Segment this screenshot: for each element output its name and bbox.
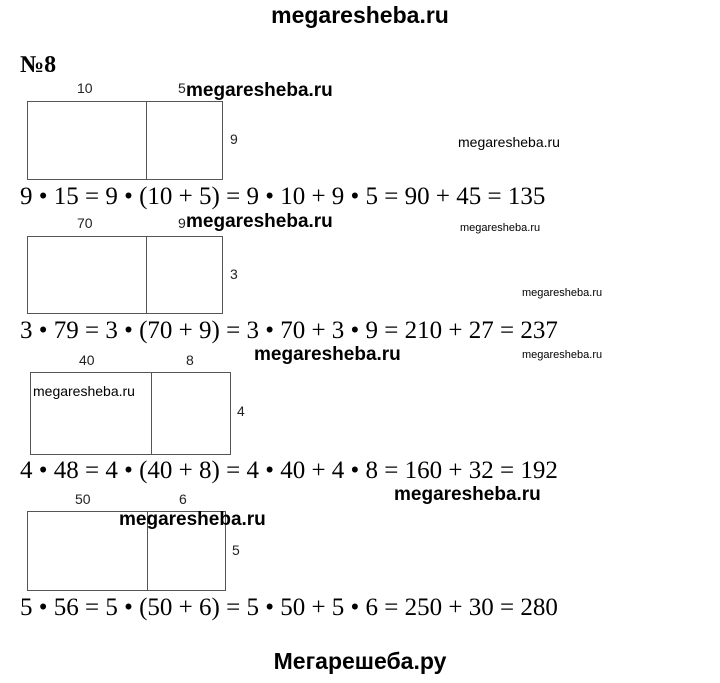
watermark: megaresheba.ru (458, 134, 560, 150)
area-rectangle (27, 101, 223, 180)
width-label-right: 9 (178, 215, 186, 231)
height-label: 4 (237, 403, 245, 419)
equation: 9 • 15 = 9 • (10 + 5) = 9 • 10 + 9 • 5 = 90 + 45 = 135 (20, 183, 546, 210)
area-rectangle (27, 236, 223, 314)
width-label-left: 70 (77, 215, 93, 231)
equation: 4 • 48 = 4 • (40 + 8) = 4 • 40 + 4 • 8 = 160 + 32 = 192 (20, 457, 558, 484)
task-number: №8 (20, 52, 57, 78)
width-label-left: 50 (75, 491, 91, 507)
width-label-right: 5 (178, 80, 186, 96)
site-footer: Мегарешеба.ру (273, 648, 447, 674)
rectangle-divider (146, 237, 147, 313)
watermark: megaresheba.ru (33, 383, 135, 399)
watermark: megaresheba.ru (119, 509, 266, 530)
width-label-left: 10 (77, 80, 93, 96)
watermark: megaresheba.ru (522, 287, 603, 299)
width-label-right: 6 (179, 491, 187, 507)
rectangle-divider (146, 102, 147, 179)
height-label: 5 (232, 542, 240, 558)
equation: 5 • 56 = 5 • (50 + 6) = 5 • 50 + 5 • 6 = 250 + 30 = 280 (20, 594, 558, 621)
watermark: megaresheba.ru (186, 211, 333, 232)
watermark: megaresheba.ru (254, 344, 401, 365)
watermark: megaresheba.ru (522, 349, 603, 361)
watermark: megaresheba.ru (186, 80, 333, 101)
width-label-left: 40 (79, 352, 95, 368)
watermark: megaresheba.ru (460, 222, 541, 234)
width-label-right: 8 (186, 352, 194, 368)
site-header: megaresheba.ru (271, 2, 449, 28)
equation: 3 • 79 = 3 • (70 + 9) = 3 • 70 + 3 • 9 = 210 + 27 = 237 (20, 317, 558, 344)
watermark: megaresheba.ru (394, 484, 541, 505)
rectangle-divider (151, 373, 152, 454)
height-label: 9 (230, 131, 238, 147)
height-label: 3 (230, 266, 238, 282)
